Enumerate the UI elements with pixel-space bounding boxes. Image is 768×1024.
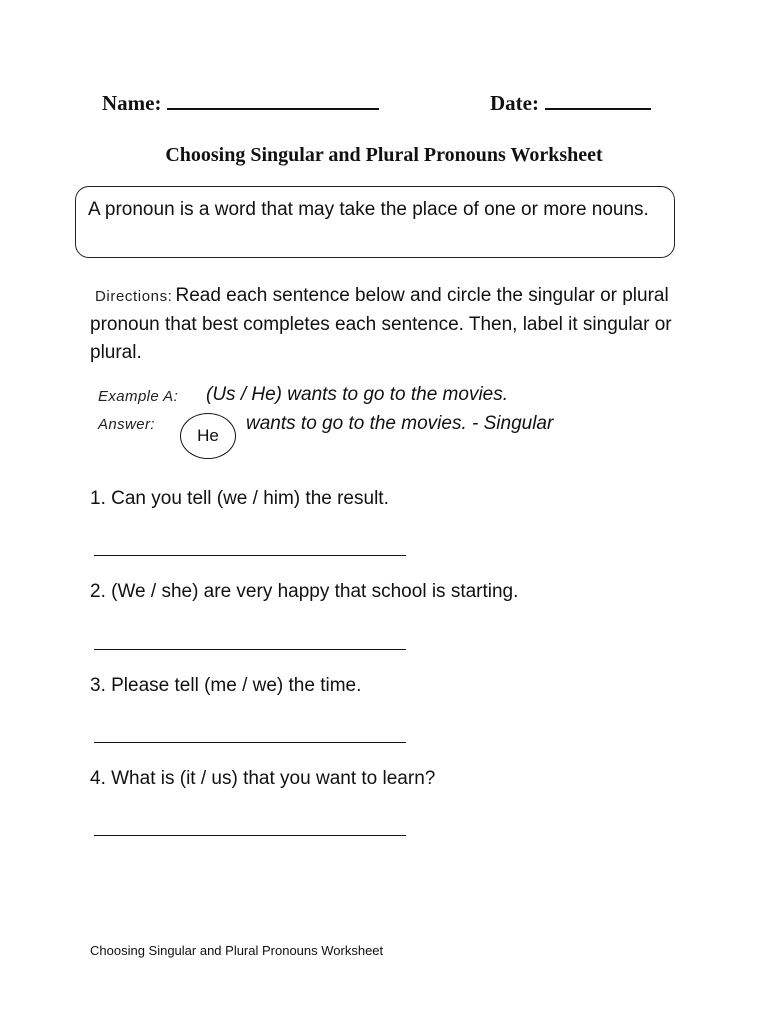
answer-label: Answer: bbox=[98, 416, 155, 433]
question-2: 2. (We / she) are very happy that school is starting. bbox=[90, 581, 519, 602]
example-label: Example A: bbox=[98, 388, 179, 405]
question-4: 4. What is (it / us) that you want to learn? bbox=[90, 768, 436, 789]
page-footer: Choosing Singular and Plural Pronouns Worksheet bbox=[90, 943, 384, 958]
answer-line-3[interactable] bbox=[94, 742, 406, 743]
name-field bbox=[102, 90, 379, 116]
directions-text: Read each sentence below and circle the singular or plural pronoun that best completes each sentence. Then, label it singular or plural. bbox=[90, 285, 672, 363]
date-blank-line[interactable] bbox=[545, 90, 651, 110]
directions-label: Directions: bbox=[95, 288, 173, 305]
answer-line-2[interactable] bbox=[94, 649, 406, 650]
circled-word: He bbox=[197, 426, 219, 445]
name-label: Name: bbox=[102, 91, 162, 115]
question-1: 1. Can you tell (we / him) the result. bbox=[90, 488, 389, 509]
worksheet-title: Choosing Singular and Plural Pronouns Worksheet bbox=[165, 144, 603, 166]
answer-text: wants to go to the movies. - Singular bbox=[246, 413, 554, 434]
date-field bbox=[490, 90, 651, 116]
date-label: Date: bbox=[490, 91, 539, 115]
answer-line-4[interactable] bbox=[94, 835, 406, 836]
example-sentence: (Us / He) wants to go to the movies. bbox=[206, 384, 509, 405]
directions bbox=[90, 282, 700, 367]
answer-line-1[interactable] bbox=[94, 555, 406, 556]
question-3: 3. Please tell (me / we) the time. bbox=[90, 675, 362, 696]
definition-text: A pronoun is a word that may take the place of one or more nouns. bbox=[88, 199, 649, 220]
name-blank-line[interactable] bbox=[167, 90, 379, 110]
